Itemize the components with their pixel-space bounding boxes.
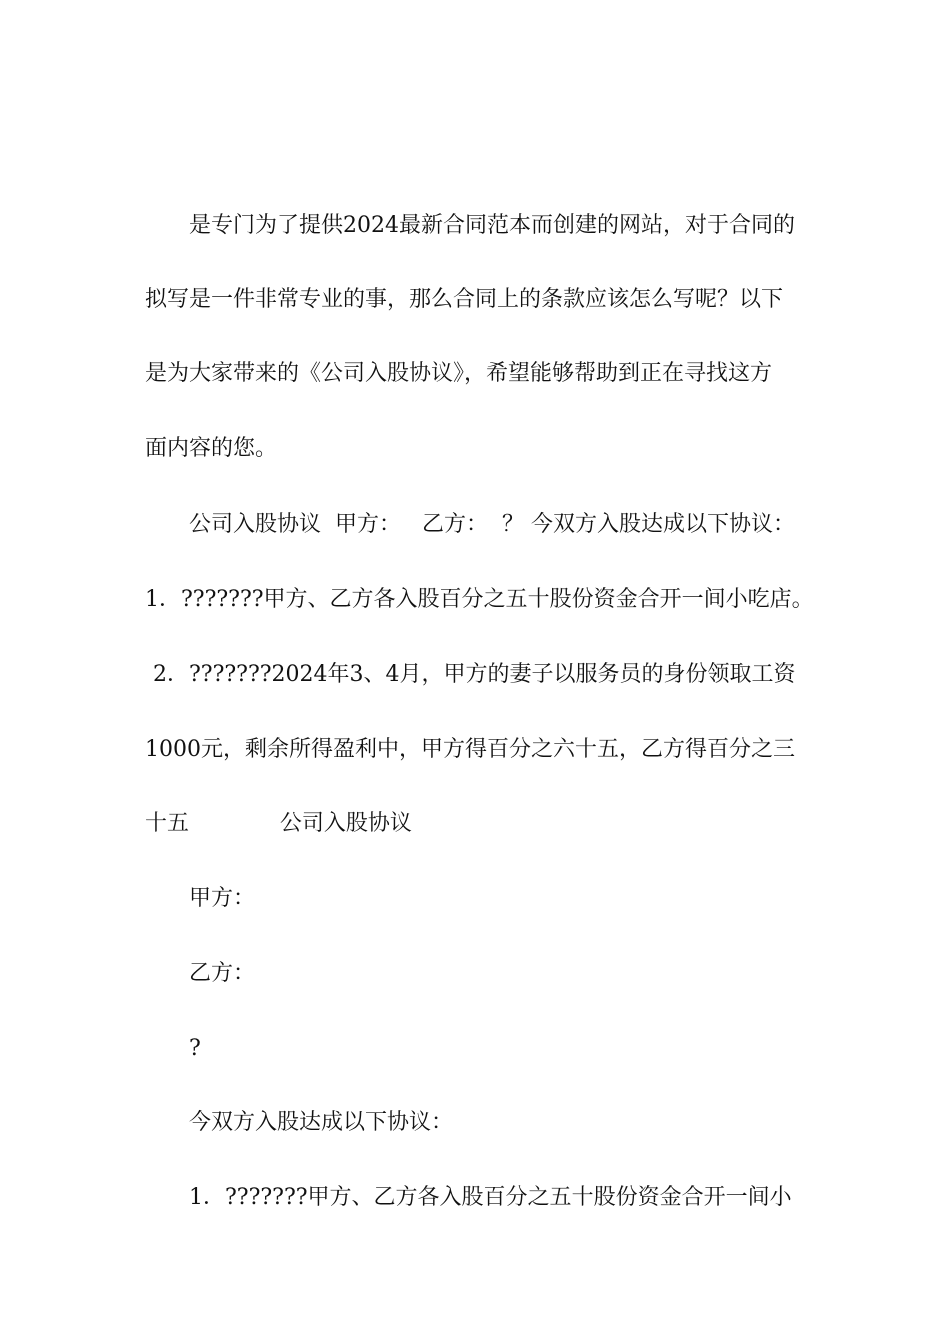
clause-2-end-and-title: 十五 公司入股协议	[145, 811, 412, 836]
paragraph-line: 是专门为了提供2024最新合同范本而创建的网站，对于合同的	[189, 213, 795, 238]
paragraph-line: 是为大家带来的《公司入股协议》，希望能够帮助到正在寻找这方	[145, 361, 773, 386]
agreement-summary-line: 公司入股协议 甲方： 乙方： ？ 今双方入股达成以下协议：	[189, 512, 795, 537]
party-b-label: 乙方：	[189, 961, 256, 986]
agreement-intro-line: 今双方入股达成以下协议：	[189, 1110, 454, 1135]
clause-1-line: 1．???????甲方、乙方各入股百分之五十股份资金合开一间小吃店。	[145, 587, 814, 612]
placeholder-line: ?	[189, 1036, 201, 1061]
clause-2-continuation: 1000元，剩余所得盈利中，甲方得百分之六十五，乙方得百分之三	[145, 737, 795, 762]
party-a-label: 甲方：	[189, 886, 256, 911]
paragraph-line: 拟写是一件非常专业的事，那么合同上的条款应该怎么写呢？以下	[145, 287, 784, 312]
clause-2-line: 2．???????2024年3、4月，甲方的妻子以服务员的身份领取工资	[153, 662, 796, 687]
clause-1-line-repeat: 1．???????甲方、乙方各入股百分之五十股份资金合开一间小	[189, 1185, 792, 1210]
paragraph-line: 面内容的您。	[145, 436, 278, 461]
